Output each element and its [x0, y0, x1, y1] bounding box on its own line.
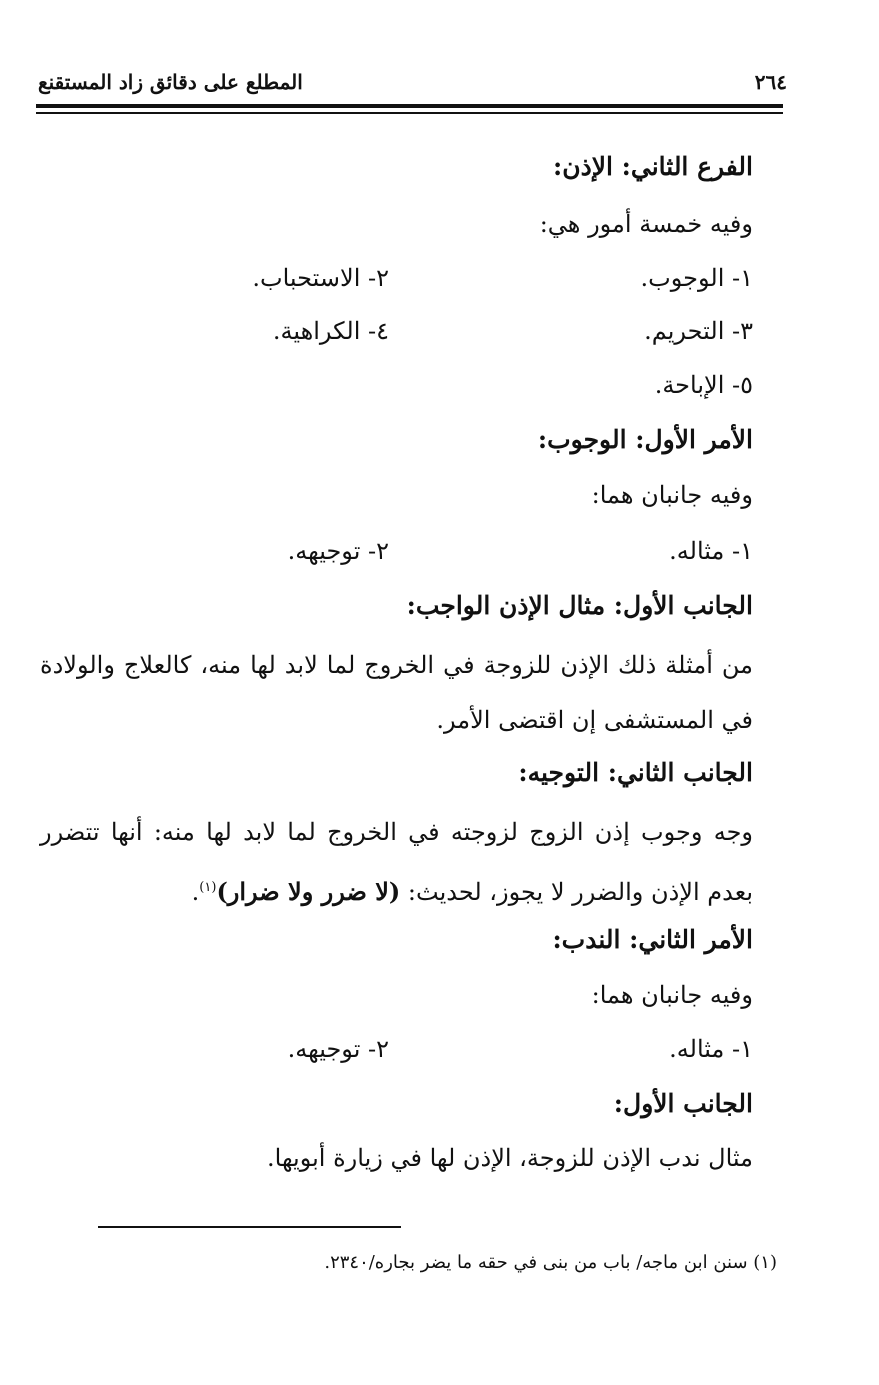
matter2-intro: وفيه جانبان هما:	[591, 981, 753, 1009]
matter1-side1-paragraph: من أمثلة ذلك الإذن للزوجة في الخروج لما لابد لها منه، كالعلاج والولادة في المستشفى إن اقتضى الأمر.	[40, 651, 753, 734]
footnote-divider	[98, 1226, 401, 1228]
ruling-item-5: ٥- الإباحة.	[654, 371, 753, 399]
matter2-item-1: ١- مثاله.	[669, 1035, 753, 1063]
matter2-title: الأمر الثاني: الندب:	[552, 925, 753, 954]
page-number: ٢٦٤	[754, 70, 787, 94]
matter1-side2-title: الجانب الثاني: التوجيه:	[518, 758, 753, 787]
matter2-side1-title: الجانب الأول:	[613, 1089, 753, 1118]
section-intro: وفيه خمسة أمور هي:	[539, 210, 753, 238]
page-header	[38, 70, 787, 100]
matter1-side2-end: .	[191, 878, 200, 906]
matter1-item-1: ١- مثاله.	[669, 537, 753, 565]
matter2-item-2: ٢- توجيهه.	[287, 1035, 389, 1063]
matter1-item-2: ٢- توجيهه.	[287, 537, 389, 565]
ruling-item-3: ٣- التحريم.	[644, 317, 753, 345]
matter1-side2-paragraph	[40, 805, 753, 920]
matter1-intro: وفيه جانبان هما:	[591, 481, 753, 509]
footnote-marker[interactable]: (١)	[199, 880, 217, 895]
header-rule-thin	[36, 112, 783, 114]
hadith-quote: (لا ضرر ولا ضرار)	[216, 877, 401, 906]
ruling-item-4: ٤- الكراهية.	[272, 317, 389, 345]
book-title: المطلع على دقائق زاد المستقنع	[38, 70, 303, 94]
matter1-side1-title: الجانب الأول: مثال الإذن الواجب:	[406, 591, 753, 620]
ruling-item-1: ١- الوجوب.	[640, 264, 753, 292]
section-title: الفرع الثاني: الإذن:	[553, 152, 753, 181]
matter1-side2-text: وجه وجوب إذن الزوج لزوجته في الخروج لما لابد لها منه: أنها تتضرر بعدم الإذن والضرر لا يجوز، لحديث:	[40, 818, 753, 906]
matter1-title: الأمر الأول: الوجوب:	[537, 425, 753, 454]
header-rule-thick	[36, 104, 783, 108]
matter2-side1-paragraph: مثال ندب الإذن للزوجة، الإذن لها في زيارة أبويها.	[267, 1144, 753, 1172]
ruling-item-2: ٢- الاستحباب.	[252, 264, 389, 292]
footnote-text: (١) سنن ابن ماجه/ باب من بنى في حقه ما يضر بجاره/٢٣٤٠.	[324, 1252, 777, 1273]
